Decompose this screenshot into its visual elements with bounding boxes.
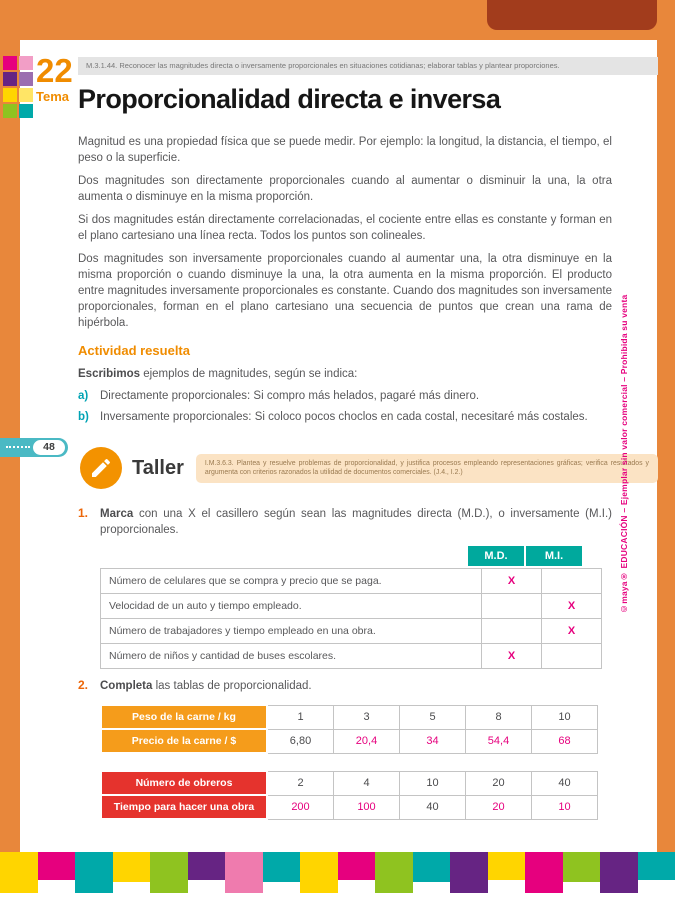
table-row	[101, 644, 602, 669]
color-block	[150, 852, 188, 893]
exercise-1-number: 1.	[78, 506, 89, 520]
instruction-rest: las tablas de proporcionalidad.	[152, 680, 312, 692]
value-cell[interactable]: 10	[532, 795, 598, 819]
value-cell[interactable]: 68	[532, 729, 598, 753]
actividad-heading: Actividad resuelta	[78, 343, 190, 358]
mi-cell[interactable]: X	[542, 619, 602, 644]
table-row	[101, 795, 598, 819]
mi-cell[interactable]	[542, 644, 602, 669]
dotted-line	[6, 446, 30, 448]
lead-rest: ejemplos de magnitudes, según se indica:	[140, 368, 358, 380]
color-square	[19, 104, 33, 118]
exercise-1-instruction	[100, 506, 612, 538]
paragraph: Magnitud es una propiedad física que se puede medir. Por ejemplo: la longitud, la distancia, el tiempo, el peso o la superficie.	[78, 136, 612, 164]
color-block	[0, 852, 38, 893]
value-cell[interactable]: 40	[532, 771, 598, 795]
color-square	[3, 88, 17, 102]
item-text: Directamente proporcionales: Si compro más helados, pagaré más dinero.	[100, 390, 480, 402]
taller-criteria: I.M.3.6.3. Plantea y resuelve problemas de proporcionalidad, y justifica procesos empleando representaciones gráficas; verifica resultados y argumenta con criterios razonados la utilidad de documentos comerciales. (J.4., I.2.)	[196, 454, 658, 483]
value-cell[interactable]: 8	[466, 705, 532, 729]
item-label: a)	[78, 390, 89, 402]
color-block	[375, 852, 413, 893]
value-cell[interactable]: 100	[334, 795, 400, 819]
md-cell[interactable]	[482, 594, 542, 619]
actividad-lead	[78, 366, 612, 382]
color-block	[300, 852, 338, 893]
color-block	[563, 852, 601, 882]
lead-bold: Escribimos	[78, 368, 140, 380]
mi-cell[interactable]: X	[542, 594, 602, 619]
item-text: Inversamente proporcionales: Si coloco pocos choclos en cada costal, necesitaré más costales.	[100, 411, 588, 423]
proportion-tables	[78, 704, 612, 820]
md-cell[interactable]	[482, 619, 542, 644]
paragraph: Dos magnitudes son inversamente proporcionales cuando al aumentar una, la otra disminuye en la misma proporción o cuando disminuye la una, la otra aumenta en la misma proporción. El producto entre magnitudes inversamente proporcionales es constante. Cuando dos magnitudes son inversamente proporcionales, forman en el plano cartesiano una secuencia de puntos que crean una rama de hipérbola.	[78, 253, 612, 329]
color-block	[38, 852, 76, 880]
row-label: Número de trabajadores y tiempo empleado en una obra.	[101, 619, 482, 644]
table-row	[101, 729, 598, 753]
actividad-items	[78, 388, 612, 425]
column-header-mi: M.I.	[526, 546, 582, 566]
page-number: 48	[33, 440, 65, 455]
exercise-2	[78, 678, 612, 820]
color-block	[263, 852, 301, 882]
table-row	[101, 569, 602, 594]
color-block	[638, 852, 675, 880]
ex1-table-body	[101, 569, 602, 669]
color-block	[188, 852, 226, 880]
value-cell[interactable]: 34	[400, 729, 466, 753]
value-cell[interactable]: 2	[267, 771, 334, 795]
intro-paragraphs	[78, 134, 612, 331]
tema-label: Tema	[36, 89, 69, 104]
md-cell[interactable]: X	[482, 644, 542, 669]
instruction-bold: Marca	[100, 508, 134, 520]
value-cell[interactable]: 6,80	[267, 729, 334, 753]
row-label: Número de niños y cantidad de buses escolares.	[101, 644, 482, 669]
exercise-2-number: 2.	[78, 678, 89, 692]
corner-color-squares	[3, 56, 33, 118]
instruction-rest: con una X el casillero según sean las magnitudes directa (M.D.), o inversamente (M.I.) proporcionales.	[100, 508, 612, 536]
color-square	[19, 88, 33, 102]
pencil-icon	[80, 447, 122, 489]
copyright-margin-text: ©maya® EDUCACIÓN – Ejemplar sin valor comercial – Prohibida su venta	[619, 294, 629, 614]
item-label: b)	[78, 411, 89, 423]
page-title: Proporcionalidad directa e inversa	[78, 84, 501, 114]
md-mi-table-header	[100, 546, 612, 566]
paragraph: Si dos magnitudes están directamente correlacionadas, el cociente entre ellas es constante y forman en el plano cartesiano una línea recta. Todos los puntos son colineales.	[78, 214, 612, 242]
color-block	[525, 852, 563, 893]
value-cell[interactable]: 20	[466, 771, 532, 795]
table-row	[101, 771, 598, 795]
value-cell[interactable]: 200	[267, 795, 334, 819]
value-cell[interactable]: 10	[400, 771, 466, 795]
value-cell[interactable]: 40	[400, 795, 466, 819]
md-mi-table	[100, 546, 612, 669]
color-square	[3, 56, 17, 70]
row-label: Velocidad de un auto y tiempo empleado.	[101, 594, 482, 619]
color-block	[338, 852, 376, 880]
color-block	[75, 852, 113, 893]
md-mi-table-grid	[100, 568, 602, 669]
instruction-bold: Completa	[100, 680, 153, 692]
color-block	[450, 852, 488, 893]
value-cell[interactable]: 1	[267, 705, 334, 729]
tema-number: 22	[36, 52, 73, 89]
value-cell[interactable]: 54,4	[466, 729, 532, 753]
table-row	[101, 594, 602, 619]
color-square	[3, 104, 17, 118]
exercise-1	[78, 506, 612, 669]
proportion-table	[100, 770, 598, 820]
paragraph: Dos magnitudes son directamente proporcionales cuando al aumentar o disminuir la una, la otra aumenta o disminuye en la misma proporción.	[78, 175, 612, 203]
list-item	[78, 388, 612, 404]
color-block	[413, 852, 451, 882]
row-label: Número de celulares que se compra y precio que se paga.	[101, 569, 482, 594]
bottom-color-strip	[0, 852, 675, 893]
value-cell[interactable]: 20,4	[334, 729, 400, 753]
list-item	[78, 409, 612, 425]
color-block	[488, 852, 526, 880]
row-header: Tiempo para hacer una obra	[101, 795, 267, 819]
color-block	[113, 852, 151, 882]
header-spacer	[100, 546, 466, 566]
color-square	[3, 72, 17, 86]
value-cell[interactable]: 3	[334, 705, 400, 729]
table-row	[101, 619, 602, 644]
corner-tab	[487, 0, 657, 30]
table-row	[101, 705, 598, 729]
page-number-band	[0, 438, 68, 457]
value-cell[interactable]: 20	[466, 795, 532, 819]
color-square	[19, 72, 33, 86]
taller-section	[80, 447, 658, 489]
color-block	[225, 852, 263, 893]
frame-right	[657, 40, 675, 852]
value-cell[interactable]: 4	[334, 771, 400, 795]
color-block	[600, 852, 638, 893]
taller-label: Taller	[132, 456, 184, 479]
value-cell[interactable]: 10	[532, 705, 598, 729]
mi-cell[interactable]	[542, 569, 602, 594]
column-header-md: M.D.	[468, 546, 524, 566]
row-header: Peso de la carne / kg	[101, 705, 267, 729]
lesson-content	[78, 134, 612, 430]
proportion-table	[100, 704, 598, 754]
value-cell[interactable]: 5	[400, 705, 466, 729]
curriculum-standard: M.3.1.44. Reconocer las magnitudes directa o inversamente proporcionales en situaciones cotidianas; elaborar tablas y plantear proporciones.	[78, 57, 658, 75]
md-cell[interactable]: X	[482, 569, 542, 594]
row-header: Número de obreros	[101, 771, 267, 795]
color-square	[19, 56, 33, 70]
tema-badge	[36, 54, 73, 104]
row-header: Precio de la carne / $	[101, 729, 267, 753]
exercise-2-instruction	[100, 678, 612, 694]
